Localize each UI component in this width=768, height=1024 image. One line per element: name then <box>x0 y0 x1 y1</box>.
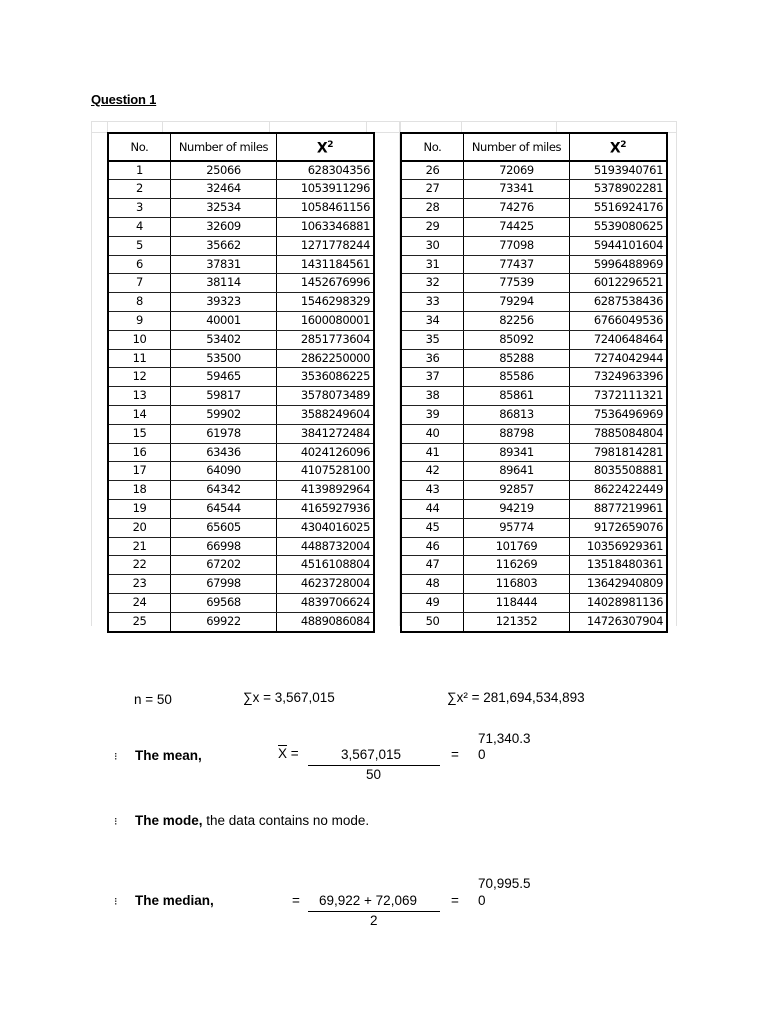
row-number: 36 <box>401 349 464 368</box>
table-row <box>401 593 667 612</box>
x-squared-value: 14726307904 <box>570 612 668 631</box>
table-row <box>401 575 667 594</box>
row-number: 11 <box>108 349 171 368</box>
table-row <box>108 518 374 537</box>
x-squared-value: 4623728004 <box>277 575 375 594</box>
row-number: 39 <box>401 406 464 425</box>
header-no: No. <box>401 133 464 161</box>
row-number: 13 <box>108 387 171 406</box>
table-row <box>108 180 374 199</box>
mean-equals: = <box>290 746 299 761</box>
miles-value: 116269 <box>464 556 570 575</box>
table-row <box>108 406 374 425</box>
x-squared-value: 1271778244 <box>277 236 375 255</box>
miles-value: 67998 <box>171 575 277 594</box>
median-denominator: 2 <box>370 913 378 928</box>
mode-label: The mode, <box>135 813 203 828</box>
table-row <box>401 236 667 255</box>
median-equals: = <box>292 893 300 908</box>
bullet-icon: ⁝ <box>114 751 118 763</box>
miles-value: 69568 <box>171 593 277 612</box>
x-squared-value: 8877219961 <box>570 500 668 519</box>
miles-value: 35662 <box>171 236 277 255</box>
table-row <box>108 293 374 312</box>
x-squared-value: 3588249604 <box>277 406 375 425</box>
miles-value: 73341 <box>464 180 570 199</box>
row-number: 6 <box>108 255 171 274</box>
x-squared-value: 4516108804 <box>277 556 375 575</box>
row-number: 3 <box>108 199 171 218</box>
row-number: 50 <box>401 612 464 631</box>
median-equals-result: = <box>451 893 459 908</box>
mean-result-line2: 0 <box>478 747 486 762</box>
miles-value: 37831 <box>171 255 277 274</box>
mean-denominator: 50 <box>366 767 382 782</box>
miles-value: 72069 <box>464 161 570 180</box>
x-squared-value: 6012296521 <box>570 274 668 293</box>
x-bar-symbol: $\overline{X}$ <box>278 746 288 761</box>
x-squared-value: 1058461156 <box>277 199 375 218</box>
miles-table-right <box>400 132 668 633</box>
table-row <box>108 218 374 237</box>
x-squared-value: 7274042944 <box>570 349 668 368</box>
mean-numerator: 3,567,015 <box>341 747 402 762</box>
table-row <box>108 424 374 443</box>
header-no: No. <box>108 133 171 161</box>
table-row <box>401 199 667 218</box>
x-squared-value: 7240648464 <box>570 330 668 349</box>
x-squared-value: 6766049536 <box>570 312 668 331</box>
table-row <box>401 481 667 500</box>
miles-value: 38114 <box>171 274 277 293</box>
table-row <box>401 406 667 425</box>
table-row <box>401 180 667 199</box>
x-squared-value: 3536086225 <box>277 368 375 387</box>
row-number: 21 <box>108 537 171 556</box>
row-number: 34 <box>401 312 464 331</box>
table-row <box>108 312 374 331</box>
mode-text: the data contains no mode. <box>206 813 370 828</box>
x-squared-value: 5378902281 <box>570 180 668 199</box>
miles-value: 63436 <box>171 443 277 462</box>
row-number: 1 <box>108 161 171 180</box>
miles-value: 92857 <box>464 481 570 500</box>
miles-value: 61978 <box>171 424 277 443</box>
row-number: 19 <box>108 500 171 519</box>
row-number: 22 <box>108 556 171 575</box>
header-x-squared: $X^2$ <box>570 133 668 161</box>
x-squared-value: 628304356 <box>277 161 375 180</box>
mode-line <box>135 813 369 829</box>
x-squared-value: 7372111321 <box>570 387 668 406</box>
mean-equals-result: = <box>451 747 459 762</box>
row-number: 33 <box>401 293 464 312</box>
row-number: 9 <box>108 312 171 331</box>
miles-value: 79294 <box>464 293 570 312</box>
row-number: 12 <box>108 368 171 387</box>
miles-value: 66998 <box>171 537 277 556</box>
x-squared-value: 7885084804 <box>570 424 668 443</box>
row-number: 25 <box>108 612 171 631</box>
miles-value: 89641 <box>464 462 570 481</box>
miles-value: 121352 <box>464 612 570 631</box>
table-row <box>401 255 667 274</box>
table-row <box>108 481 374 500</box>
miles-value: 59902 <box>171 406 277 425</box>
table-row <box>108 612 374 631</box>
miles-value: 85861 <box>464 387 570 406</box>
header-x-squared: $X^2$ <box>277 133 375 161</box>
x-squared-value: 3841272484 <box>277 424 375 443</box>
row-number: 43 <box>401 481 464 500</box>
x-squared-value: 1452676996 <box>277 274 375 293</box>
x-squared-value: 1546298329 <box>277 293 375 312</box>
n-value: n = 50 <box>134 692 172 707</box>
miles-value: 65605 <box>171 518 277 537</box>
x-squared-value: 4889086084 <box>277 612 375 631</box>
table-row <box>108 349 374 368</box>
miles-value: 88798 <box>464 424 570 443</box>
row-number: 41 <box>401 443 464 462</box>
row-number: 10 <box>108 330 171 349</box>
x-squared-value: 4024126096 <box>277 443 375 462</box>
x-squared-value: 1600080001 <box>277 312 375 331</box>
row-number: 32 <box>401 274 464 293</box>
miles-value: 85092 <box>464 330 570 349</box>
x-squared-value: 4839706624 <box>277 593 375 612</box>
x-squared-value: 4165927936 <box>277 500 375 519</box>
table-row <box>401 330 667 349</box>
row-number: 49 <box>401 593 464 612</box>
table-row <box>108 537 374 556</box>
table-row <box>401 312 667 331</box>
miles-value: 89341 <box>464 443 570 462</box>
row-number: 26 <box>401 161 464 180</box>
row-number: 45 <box>401 518 464 537</box>
miles-table-left <box>107 132 375 633</box>
mean-symbol-row <box>278 746 299 762</box>
x-squared-value: 2851773604 <box>277 330 375 349</box>
row-number: 31 <box>401 255 464 274</box>
miles-value: 116803 <box>464 575 570 594</box>
x-squared-value: 5193940761 <box>570 161 668 180</box>
miles-value: 95774 <box>464 518 570 537</box>
row-number: 8 <box>108 293 171 312</box>
miles-value: 94219 <box>464 500 570 519</box>
miles-value: 77539 <box>464 274 570 293</box>
x-squared-value: 7536496969 <box>570 406 668 425</box>
miles-value: 59465 <box>171 368 277 387</box>
row-number: 30 <box>401 236 464 255</box>
table-row <box>108 575 374 594</box>
table-row <box>108 556 374 575</box>
miles-value: 74276 <box>464 199 570 218</box>
x-squared-value: 4107528100 <box>277 462 375 481</box>
row-number: 5 <box>108 236 171 255</box>
table-row <box>401 443 667 462</box>
median-fraction-bar <box>308 911 440 912</box>
miles-value: 85586 <box>464 368 570 387</box>
x-squared-value: 8035508881 <box>570 462 668 481</box>
table-row <box>108 161 374 180</box>
row-number: 7 <box>108 274 171 293</box>
x-squared-value: 13518480361 <box>570 556 668 575</box>
mean-fraction-bar <box>308 765 440 766</box>
row-number: 48 <box>401 575 464 594</box>
row-number: 14 <box>108 406 171 425</box>
row-number: 18 <box>108 481 171 500</box>
table-row <box>401 274 667 293</box>
table-row <box>401 518 667 537</box>
table-row <box>108 443 374 462</box>
table-row <box>401 368 667 387</box>
question-title: Question 1 <box>91 92 157 107</box>
table-row <box>401 424 667 443</box>
row-number: 46 <box>401 537 464 556</box>
miles-value: 25066 <box>171 161 277 180</box>
row-number: 20 <box>108 518 171 537</box>
table-row <box>401 556 667 575</box>
table-row <box>401 293 667 312</box>
grid-line <box>91 121 676 122</box>
row-number: 23 <box>108 575 171 594</box>
grid-line <box>676 121 677 626</box>
miles-value: 40001 <box>171 312 277 331</box>
table-row <box>108 236 374 255</box>
row-number: 29 <box>401 218 464 237</box>
row-number: 44 <box>401 500 464 519</box>
mean-result-line1: 71,340.3 <box>478 731 531 746</box>
miles-value: 64090 <box>171 462 277 481</box>
table-row <box>108 368 374 387</box>
row-number: 2 <box>108 180 171 199</box>
miles-value: 59817 <box>171 387 277 406</box>
x-squared-value: 3578073489 <box>277 387 375 406</box>
median-result-line2: 0 <box>478 893 486 908</box>
table-row <box>401 612 667 631</box>
miles-value: 53500 <box>171 349 277 368</box>
row-number: 42 <box>401 462 464 481</box>
header-miles: Number of miles <box>464 133 570 161</box>
x-squared-value: 4488732004 <box>277 537 375 556</box>
x-squared-value: 4139892964 <box>277 481 375 500</box>
miles-value: 32609 <box>171 218 277 237</box>
miles-value: 69922 <box>171 612 277 631</box>
miles-value: 67202 <box>171 556 277 575</box>
miles-value: 64342 <box>171 481 277 500</box>
bullet-icon: ⁝ <box>114 816 118 828</box>
x-squared-value: 14028981136 <box>570 593 668 612</box>
x-squared-value: 13642940809 <box>570 575 668 594</box>
x-squared-value: 5539080625 <box>570 218 668 237</box>
x-squared-value: 10356929361 <box>570 537 668 556</box>
miles-value: 53402 <box>171 330 277 349</box>
median-label: The median, <box>135 893 214 908</box>
median-numerator: 69,922 + 72,069 <box>319 893 417 908</box>
header-miles: Number of miles <box>171 133 277 161</box>
table-row <box>401 161 667 180</box>
table-row <box>108 500 374 519</box>
table-row <box>108 462 374 481</box>
x-squared-value: 8622422449 <box>570 481 668 500</box>
sum-x: ∑x = 3,567,015 <box>243 690 335 705</box>
row-number: 38 <box>401 387 464 406</box>
miles-value: 32464 <box>171 180 277 199</box>
miles-value: 77098 <box>464 236 570 255</box>
miles-value: 64544 <box>171 500 277 519</box>
sum-x-squared: ∑x² = 281,694,534,893 <box>447 690 585 705</box>
x-squared-value: 5996488969 <box>570 255 668 274</box>
row-number: 24 <box>108 593 171 612</box>
row-number: 4 <box>108 218 171 237</box>
row-number: 28 <box>401 199 464 218</box>
x-squared-value: 1431184561 <box>277 255 375 274</box>
x-squared-value: 2862250000 <box>277 349 375 368</box>
miles-value: 32534 <box>171 199 277 218</box>
table-row <box>401 462 667 481</box>
row-number: 16 <box>108 443 171 462</box>
table-row <box>401 537 667 556</box>
table-row <box>401 500 667 519</box>
row-number: 15 <box>108 424 171 443</box>
mean-label: The mean, <box>135 748 202 763</box>
table-row <box>401 387 667 406</box>
x-squared-value: 6287538436 <box>570 293 668 312</box>
table-row <box>108 387 374 406</box>
x-squared-value: 1063346881 <box>277 218 375 237</box>
table-row <box>108 255 374 274</box>
miles-value: 85288 <box>464 349 570 368</box>
miles-value: 101769 <box>464 537 570 556</box>
table-row <box>108 274 374 293</box>
x-squared-value: 7324963396 <box>570 368 668 387</box>
x-squared-value: 1053911296 <box>277 180 375 199</box>
x-squared-value: 9172659076 <box>570 518 668 537</box>
x-squared-value: 4304016025 <box>277 518 375 537</box>
miles-value: 77437 <box>464 255 570 274</box>
x-squared-value: 5944101604 <box>570 236 668 255</box>
row-number: 35 <box>401 330 464 349</box>
table-row <box>401 349 667 368</box>
median-result-line1: 70,995.5 <box>478 876 531 891</box>
row-number: 27 <box>401 180 464 199</box>
x-squared-value: 5516924176 <box>570 199 668 218</box>
table-header-row <box>108 133 374 161</box>
table-row <box>108 593 374 612</box>
table-header-row <box>401 133 667 161</box>
table-row <box>108 330 374 349</box>
grid-line <box>91 121 92 626</box>
row-number: 40 <box>401 424 464 443</box>
x-squared-value: 7981814281 <box>570 443 668 462</box>
row-number: 17 <box>108 462 171 481</box>
row-number: 37 <box>401 368 464 387</box>
bullet-icon: ⁝ <box>114 896 118 908</box>
miles-value: 82256 <box>464 312 570 331</box>
row-number: 47 <box>401 556 464 575</box>
miles-value: 74425 <box>464 218 570 237</box>
miles-value: 118444 <box>464 593 570 612</box>
table-row <box>401 218 667 237</box>
miles-value: 86813 <box>464 406 570 425</box>
table-row <box>108 199 374 218</box>
miles-value: 39323 <box>171 293 277 312</box>
